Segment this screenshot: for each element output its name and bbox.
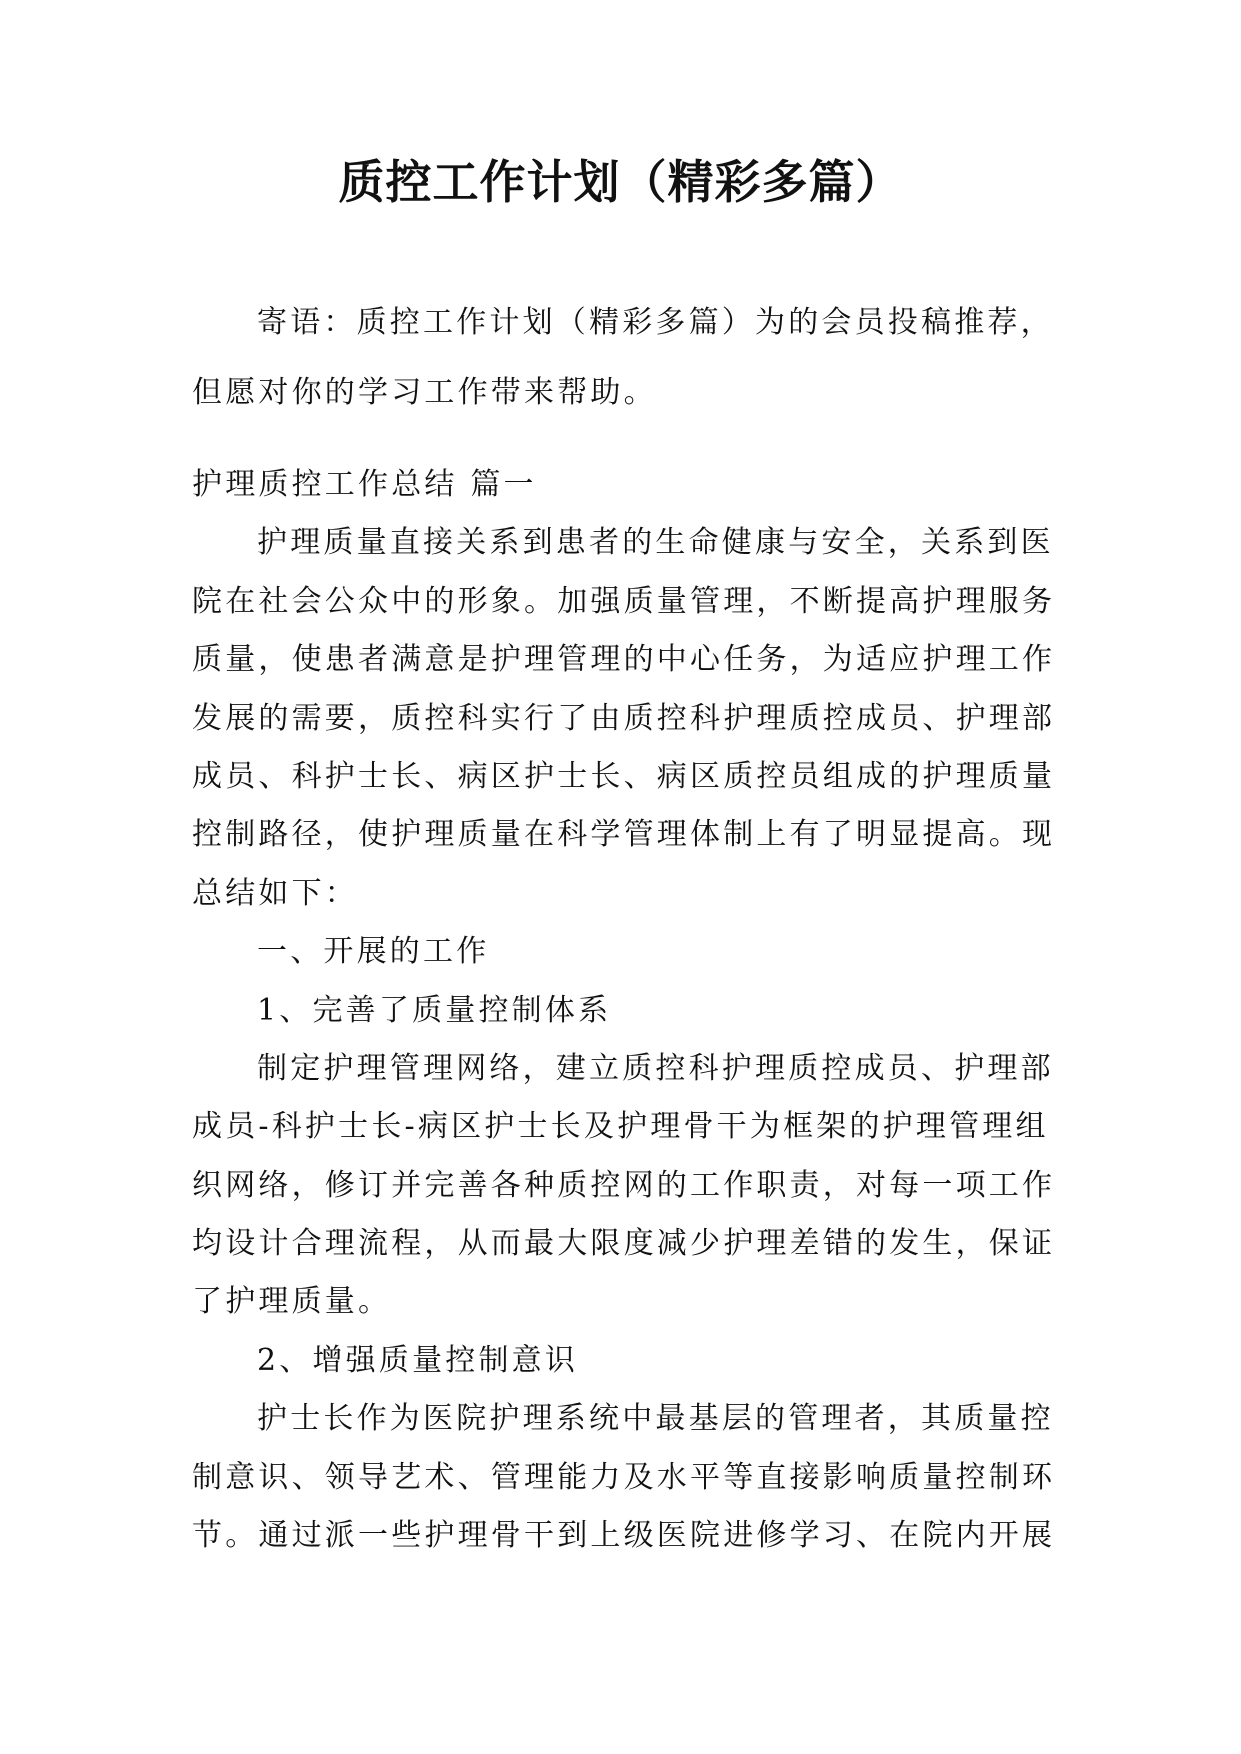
subheading: 一、开展的工作	[257, 934, 490, 970]
intro-paragraph	[192, 288, 1062, 428]
intro-line: 但愿对你的学习工作带来帮助。	[192, 375, 657, 410]
paragraph-line: 节。通过派一些护理骨干到上级医院进修学习、在院内开展	[192, 1518, 1056, 1554]
document-title: 质控工作计划（精彩多篇）	[338, 155, 903, 209]
intro-line: 寄语：质控工作计划（精彩多篇）为的会员投稿推荐，	[257, 305, 1054, 340]
paragraph-line: 均设计合理流程，从而最大限度减少护理差错的发生，保证	[192, 1226, 1056, 1262]
paragraph-line: 成员-科护士长-病区护士长及护理骨干为框架的护理管理组	[192, 1109, 1049, 1145]
paragraph-line: 质量，使患者满意是护理管理的中心任务，为适应护理工作	[192, 642, 1056, 678]
paragraph-line: 成员、科护士长、病区护士长、病区质控员组成的护理质量	[192, 758, 1056, 794]
paragraph-line: 发展的需要，质控科实行了由质控科护理质控成员、护理部	[192, 700, 1056, 736]
paragraph-line: 制定护理管理网络，建立质控科护理质控成员、护理部	[257, 1050, 1054, 1086]
paragraph-line: 织网络，修订并完善各种质控网的工作职责，对每一项工作	[192, 1167, 1056, 1203]
paragraph-line: 制意识、领导艺术、管理能力及水平等直接影响质量控制环	[192, 1459, 1056, 1495]
paragraph-line: 了护理质量。	[192, 1284, 392, 1320]
paragraph-line: 护士长作为医院护理系统中最基层的管理者，其质量控	[257, 1401, 1054, 1437]
subheading: 1、完善了质量控制体系	[257, 992, 612, 1028]
paragraph-line: 总结如下：	[192, 875, 358, 911]
section-heading: 护理质控工作总结 篇一	[192, 467, 537, 502]
section-body	[192, 456, 1062, 1565]
paragraph-line: 控制路径，使护理质量在科学管理体制上有了明显提高。现	[192, 817, 1056, 853]
paragraph-line: 护理质量直接关系到患者的生命健康与安全，关系到医	[257, 525, 1054, 561]
paragraph-line: 院在社会公众中的形象。加强质量管理，不断提高护理服务	[192, 583, 1056, 619]
subheading: 2、增强质量控制意识	[257, 1342, 579, 1378]
